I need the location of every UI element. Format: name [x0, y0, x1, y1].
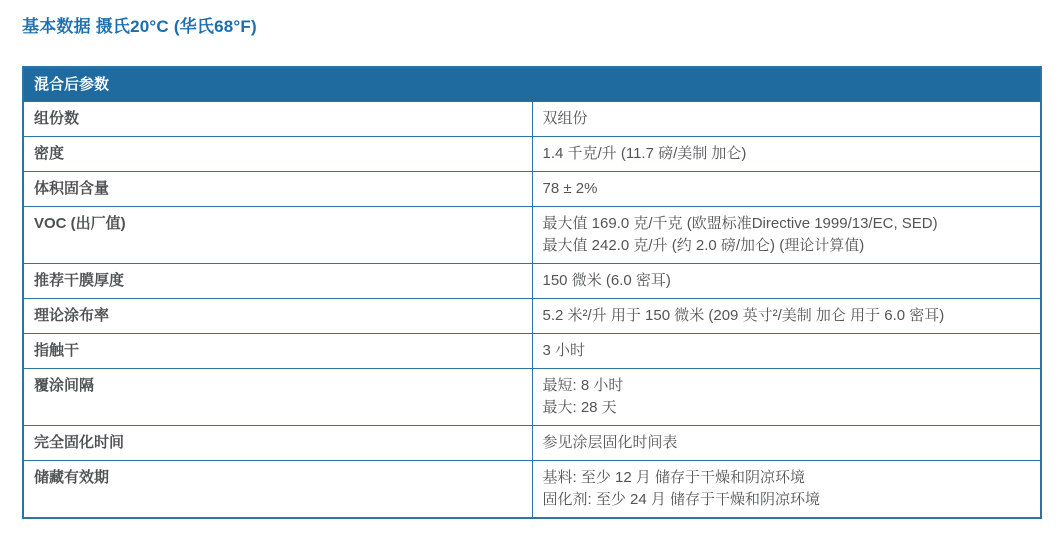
- row-value: 3 小时: [532, 334, 1041, 369]
- row-value: 1.4 千克/升 (11.7 磅/美制 加仑): [532, 137, 1041, 172]
- row-label: 组份数: [23, 102, 532, 137]
- row-label: 理论涂布率: [23, 299, 532, 334]
- table-row: [23, 426, 1041, 461]
- row-label: 储藏有效期: [23, 461, 532, 519]
- row-value: 78 ± 2%: [532, 172, 1041, 207]
- row-label: 覆涂间隔: [23, 369, 532, 426]
- row-label: 体积固含量: [23, 172, 532, 207]
- table-header-row: [23, 67, 1041, 102]
- table-row: [23, 299, 1041, 334]
- table-row: [23, 102, 1041, 137]
- row-label: 密度: [23, 137, 532, 172]
- row-value: 最大值 169.0 克/千克 (欧盟标准Directive 1999/13/EC, SED) 最大值 242.0 克/升 (约 2.0 磅/加仑) (理论计算值): [532, 207, 1041, 264]
- table-row: [23, 369, 1041, 426]
- page-title: 基本数据 摄氏20°C (华氏68°F): [22, 17, 257, 36]
- row-label: 推荐干膜厚度: [23, 264, 532, 299]
- table-header: 混合后参数: [23, 67, 1041, 102]
- row-value: 双组份: [532, 102, 1041, 137]
- row-value: 150 微米 (6.0 密耳): [532, 264, 1041, 299]
- row-value: 参见涂层固化时间表: [532, 426, 1041, 461]
- row-value: 基料: 至少 12 月 储存于干燥和阴凉环境 固化剂: 至少 24 月 储存于干燥和阴凉环境: [532, 461, 1041, 519]
- row-value: 最短: 8 小时 最大: 28 天: [532, 369, 1041, 426]
- table-row: [23, 461, 1041, 519]
- table-row: [23, 264, 1041, 299]
- table-row: [23, 172, 1041, 207]
- row-label: 完全固化时间: [23, 426, 532, 461]
- params-table: [22, 66, 1042, 519]
- row-label: VOC (出厂值): [23, 207, 532, 264]
- table-row: [23, 334, 1041, 369]
- row-label: 指触干: [23, 334, 532, 369]
- table-row: [23, 207, 1041, 264]
- row-value: 5.2 米²/升 用于 150 微米 (209 英寸²/美制 加仑 用于 6.0 密耳): [532, 299, 1041, 334]
- table-row: [23, 137, 1041, 172]
